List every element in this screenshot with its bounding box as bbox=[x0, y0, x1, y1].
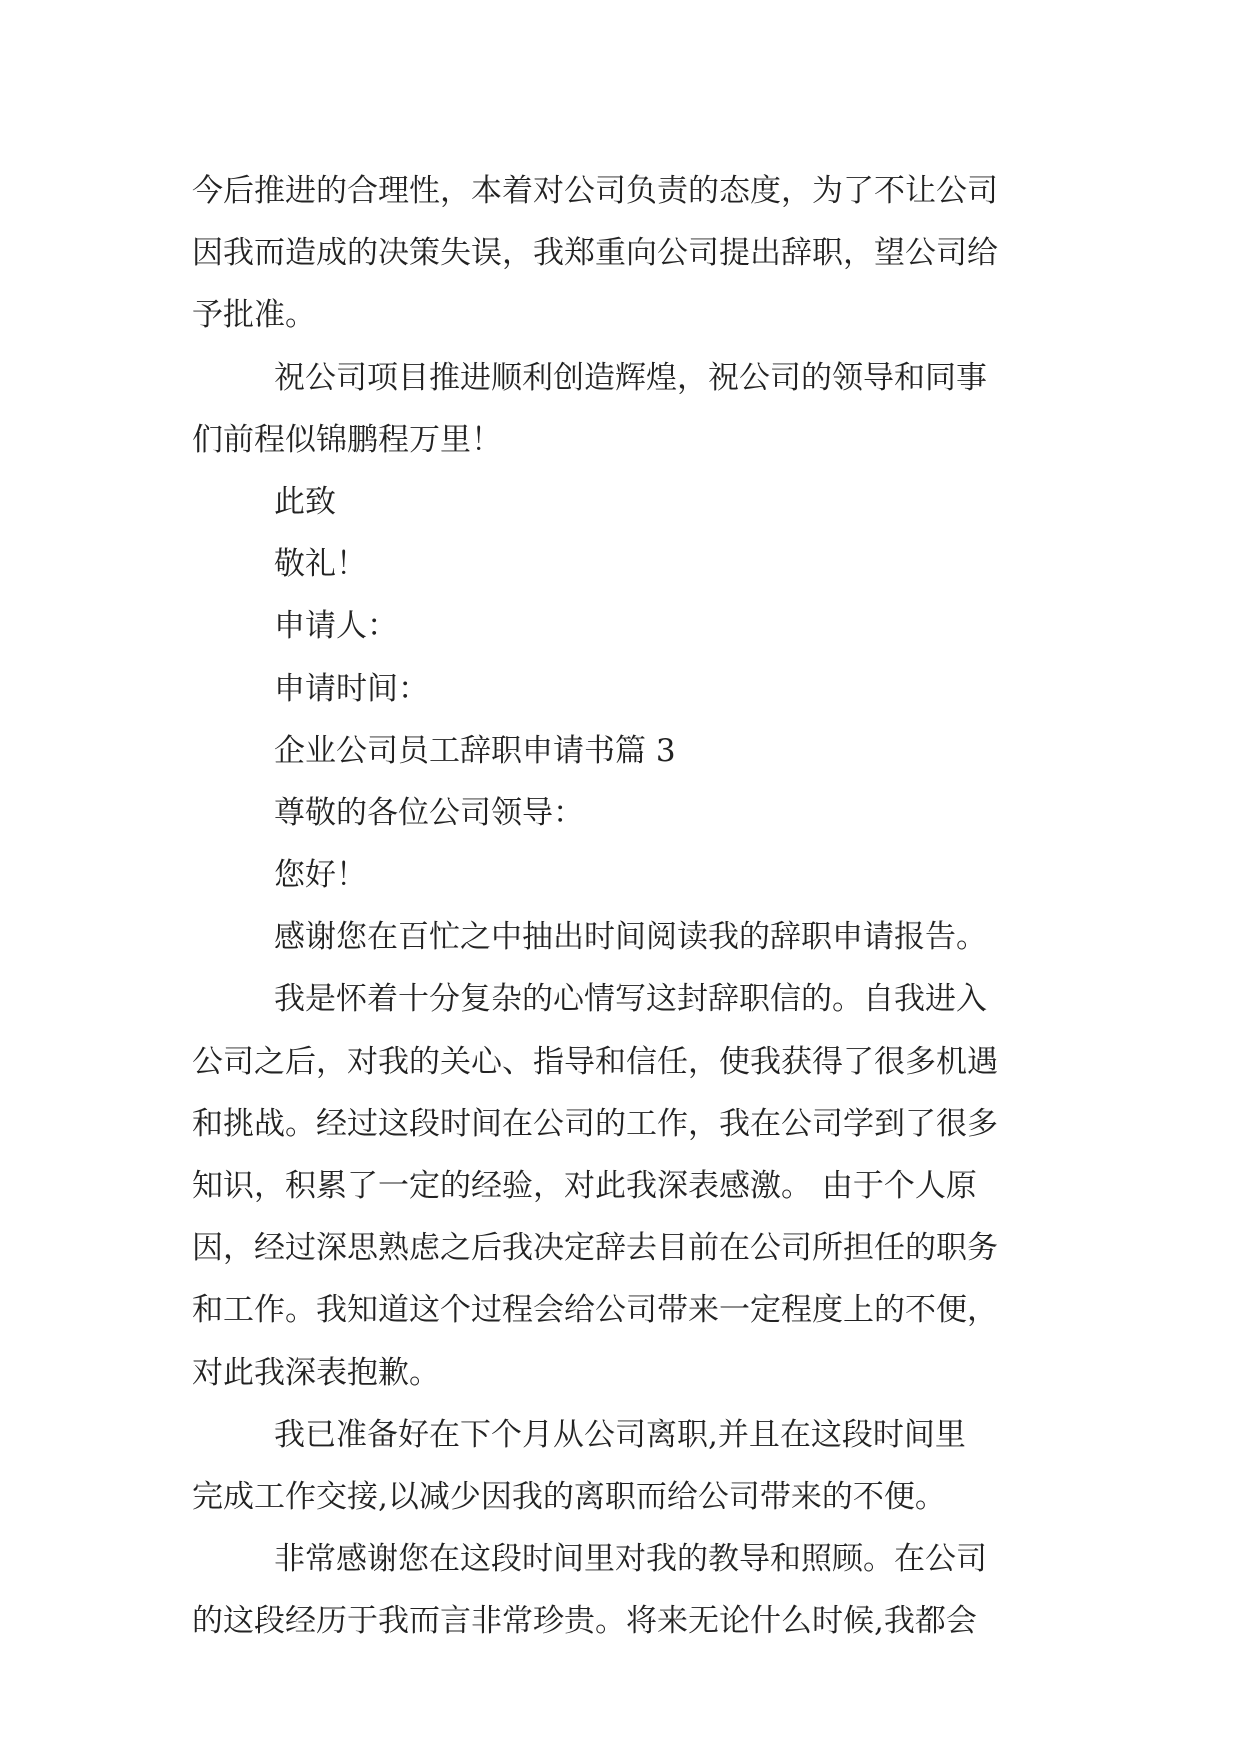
text-line: 我已准备好在下个月从公司离职,并且在这段时间里 bbox=[274, 1416, 966, 1453]
text-line: 因我而造成的决策失误，我郑重向公司提出辞职，望公司给 bbox=[192, 235, 998, 272]
text-line: 予批准。 bbox=[192, 297, 316, 334]
text-line: 知识，积累了一定的经验，对此我深表感激。 由于个人原 bbox=[192, 1168, 977, 1204]
text-line: 非常感谢您在这段时间里对我的教导和照顾。在公司 bbox=[274, 1541, 987, 1578]
text-line: 敬礼！ bbox=[274, 546, 367, 583]
text-line: 因，经过深思熟虑之后我决定辞去目前在公司所担任的职务 bbox=[192, 1230, 998, 1267]
text-line: 祝公司项目推进顺利创造辉煌，祝公司的领导和同事 bbox=[274, 359, 987, 396]
text-line: 们前程似锦鹏程万里！ bbox=[192, 421, 502, 458]
text-line: 和挑战。经过这段时间在公司的工作，我在公司学到了很多 bbox=[192, 1105, 998, 1142]
text-line: 尊敬的各位公司领导： bbox=[274, 794, 584, 831]
text-line: 企业公司员工辞职申请书篇 3 bbox=[274, 732, 676, 769]
text-line: 今后推进的合理性，本着对公司负责的态度，为了不让公司 bbox=[192, 173, 998, 209]
text-line: 和工作。我知道这个过程会给公司带来一定程度上的不便， bbox=[192, 1292, 998, 1329]
text-line: 申请人： bbox=[274, 608, 398, 645]
text-line: 感谢您在百忙之中抽出时间阅读我的辞职申请报告。 bbox=[274, 919, 987, 956]
text-line: 的这段经历于我而言非常珍贵。将来无论什么时候,我都会 bbox=[192, 1603, 977, 1640]
text-line: 您好！ bbox=[274, 857, 367, 894]
text-line: 我是怀着十分复杂的心情写这封辞职信的。自我进入 bbox=[274, 981, 987, 1018]
document-body bbox=[192, 160, 1062, 1653]
text-line: 对此我深表抱歉。 bbox=[192, 1354, 440, 1391]
text-line: 公司之后，对我的关心、指导和信任，使我获得了很多机遇 bbox=[192, 1043, 998, 1080]
text-line: 申请时间： bbox=[274, 670, 429, 707]
text-line: 完成工作交接,以减少因我的离职而给公司带来的不便。 bbox=[192, 1478, 946, 1515]
text-line: 此致 bbox=[274, 483, 336, 520]
